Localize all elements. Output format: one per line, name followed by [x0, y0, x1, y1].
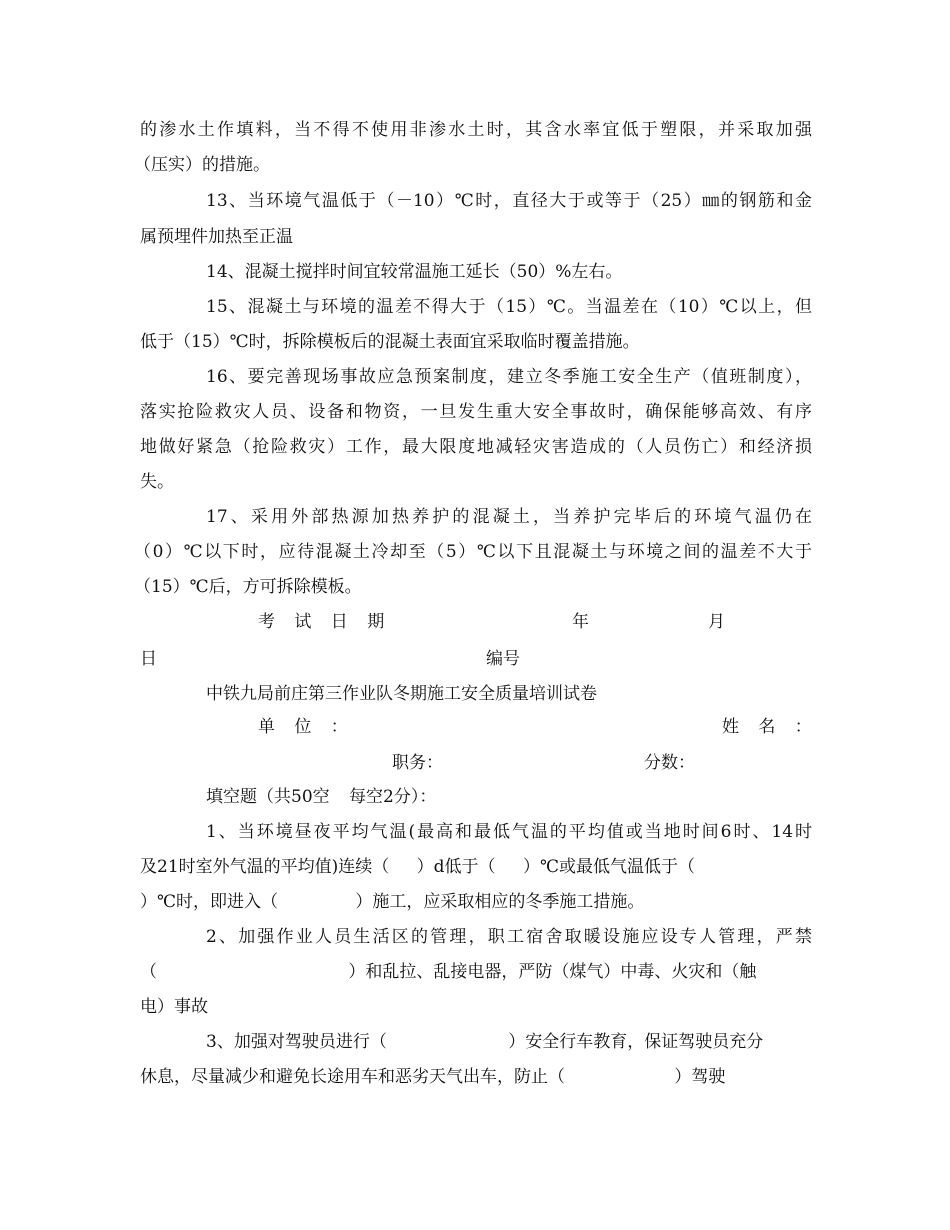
text-line: 的渗水土作填料，当不得不使用非渗水土时，其含水率宜低于塑限，并采取加强: [140, 120, 812, 140]
text-line: 地做好紧急（抢险救灾）工作，最大限度地减轻灾害造成的（人员伤亡）和经济损: [140, 437, 812, 457]
text-line: 14、混凝土搅拌时间宜较常温施工延长（50）%左右。: [206, 262, 623, 282]
text-line: 17、采用外部热源加热养护的混凝土，当养护完毕后的环境气温仍在: [206, 507, 812, 527]
text-line: 15、混凝土与环境的温差不得大于（15）℃。当温差在（10）℃以上，但: [206, 297, 812, 317]
question-line: 电）事故: [140, 997, 208, 1017]
score-label: 分数：: [644, 753, 695, 773]
name-label: 姓 名 ：: [722, 717, 812, 737]
question-line: 及21时室外气温的平均值)连续（ ）d低于（ ）℃或最低气温低于（: [140, 857, 695, 877]
question-line: 2、加强作业人员生活区的管理，职工宿舍取暖设施应设专人管理，严禁: [206, 927, 812, 947]
unit-label: 单 位 ：: [258, 717, 348, 737]
exam-number-label: 编号: [486, 649, 520, 669]
text-line: 落实抢险救灾人员、设备和物资，一旦发生重大安全事故时，确保能够高效、有序: [140, 402, 812, 422]
text-line: （0）℃以下时，应待混凝土冷却至（5）℃以下且混凝土与环境之间的温差不大于: [134, 542, 812, 562]
text-line: 失。: [140, 472, 174, 492]
exam-month-label: 月: [708, 612, 725, 632]
text-line: 13、当环境气温低于（－10）℃时，直径大于或等于（25）㎜的钢筋和金: [206, 191, 812, 211]
exam-title: 中铁九局前庄第三作业队冬期施工安全质量培训试卷: [206, 684, 597, 704]
question-line: 1、当环境昼夜平均气温(最高和最低气温的平均值或当地时间6时、14时: [206, 822, 812, 842]
exam-date-label: 考 试 日 期: [258, 612, 385, 632]
question-line: （ ）和乱拉、乱接电器，严防（煤气）中毒、火灾和（触: [140, 962, 757, 982]
position-label: 职务：: [392, 753, 443, 773]
question-line: ）℃时，即进入（ ）施工，应采取相应的冬季施工措施。: [140, 892, 645, 912]
question-line: 休息，尽量减少和避免长途用车和恶劣天气出车，防止（ ）驾驶: [140, 1067, 726, 1087]
exam-day-label: 日: [140, 649, 157, 669]
text-line: （15）℃后，方可拆除模板。: [134, 577, 362, 597]
text-line: （压实）的措施。: [134, 155, 270, 175]
text-line: 低于（15）℃时，拆除模板后的混凝土表面宜采取临时覆盖措施。: [140, 332, 640, 352]
text-line: 16、要完善现场事故应急预案制度，建立冬季施工安全生产（值班制度），: [206, 367, 812, 387]
section-heading: 填空题（共50空 每空2分）：: [206, 787, 437, 807]
exam-year-label: 年: [572, 612, 589, 632]
text-line: 属预埋件加热至正温: [140, 227, 293, 247]
question-line: 3、加强对驾驶员进行（ ）安全行车教育，保证驾驶员充分: [206, 1032, 764, 1052]
